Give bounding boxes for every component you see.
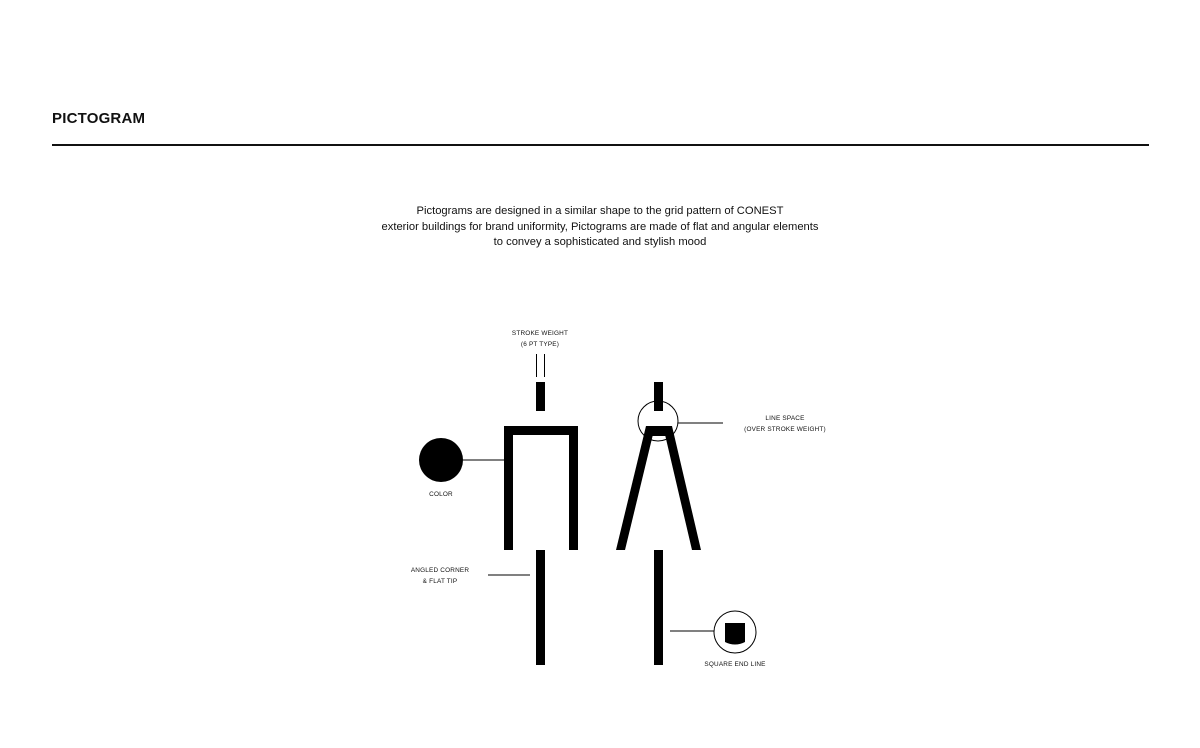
male-right-arm [569,426,578,550]
page-title: PICTOGRAM [52,110,146,127]
angled-corner-annotation [411,567,530,585]
male-head [536,382,545,411]
intro-line: Pictograms are designed in a similar shape to the grid pattern of CONEST [416,205,784,217]
stroke-weight-label: STROKE WEIGHT [511,330,569,337]
square-end-icon [725,623,745,645]
square-end-annotation [670,611,766,668]
intro-line: exterior buildings for brand uniformity, Pictograms are made of flat and angular elements [381,220,819,233]
color-label: COLOR [429,491,453,498]
line-space-sublabel: (OVER STROKE WEIGHT) [744,426,826,433]
square-end-label: SQUARE END LINE [704,661,766,668]
male-legs [536,550,545,665]
female-legs [654,550,663,665]
stroke-weight-sublabel: (6 PT TYPE) [520,341,560,348]
stroke-weight-annotation [512,330,568,377]
female-pictogram [616,382,701,665]
intro-line: to convey a sophisticated and stylish mood [493,236,707,248]
line-space-label: LINE SPACE [765,415,805,422]
color-swatch [419,438,463,482]
female-right-skirt [663,426,701,550]
angled-corner-sublabel: & FLAT TIP [422,578,458,585]
male-shoulders [504,426,578,435]
female-head [654,382,663,411]
female-left-skirt [616,426,655,550]
male-left-arm [504,426,513,550]
male-pictogram [504,382,578,665]
color-annotation [419,438,504,498]
angled-corner-label: ANGLED CORNER [410,567,470,574]
